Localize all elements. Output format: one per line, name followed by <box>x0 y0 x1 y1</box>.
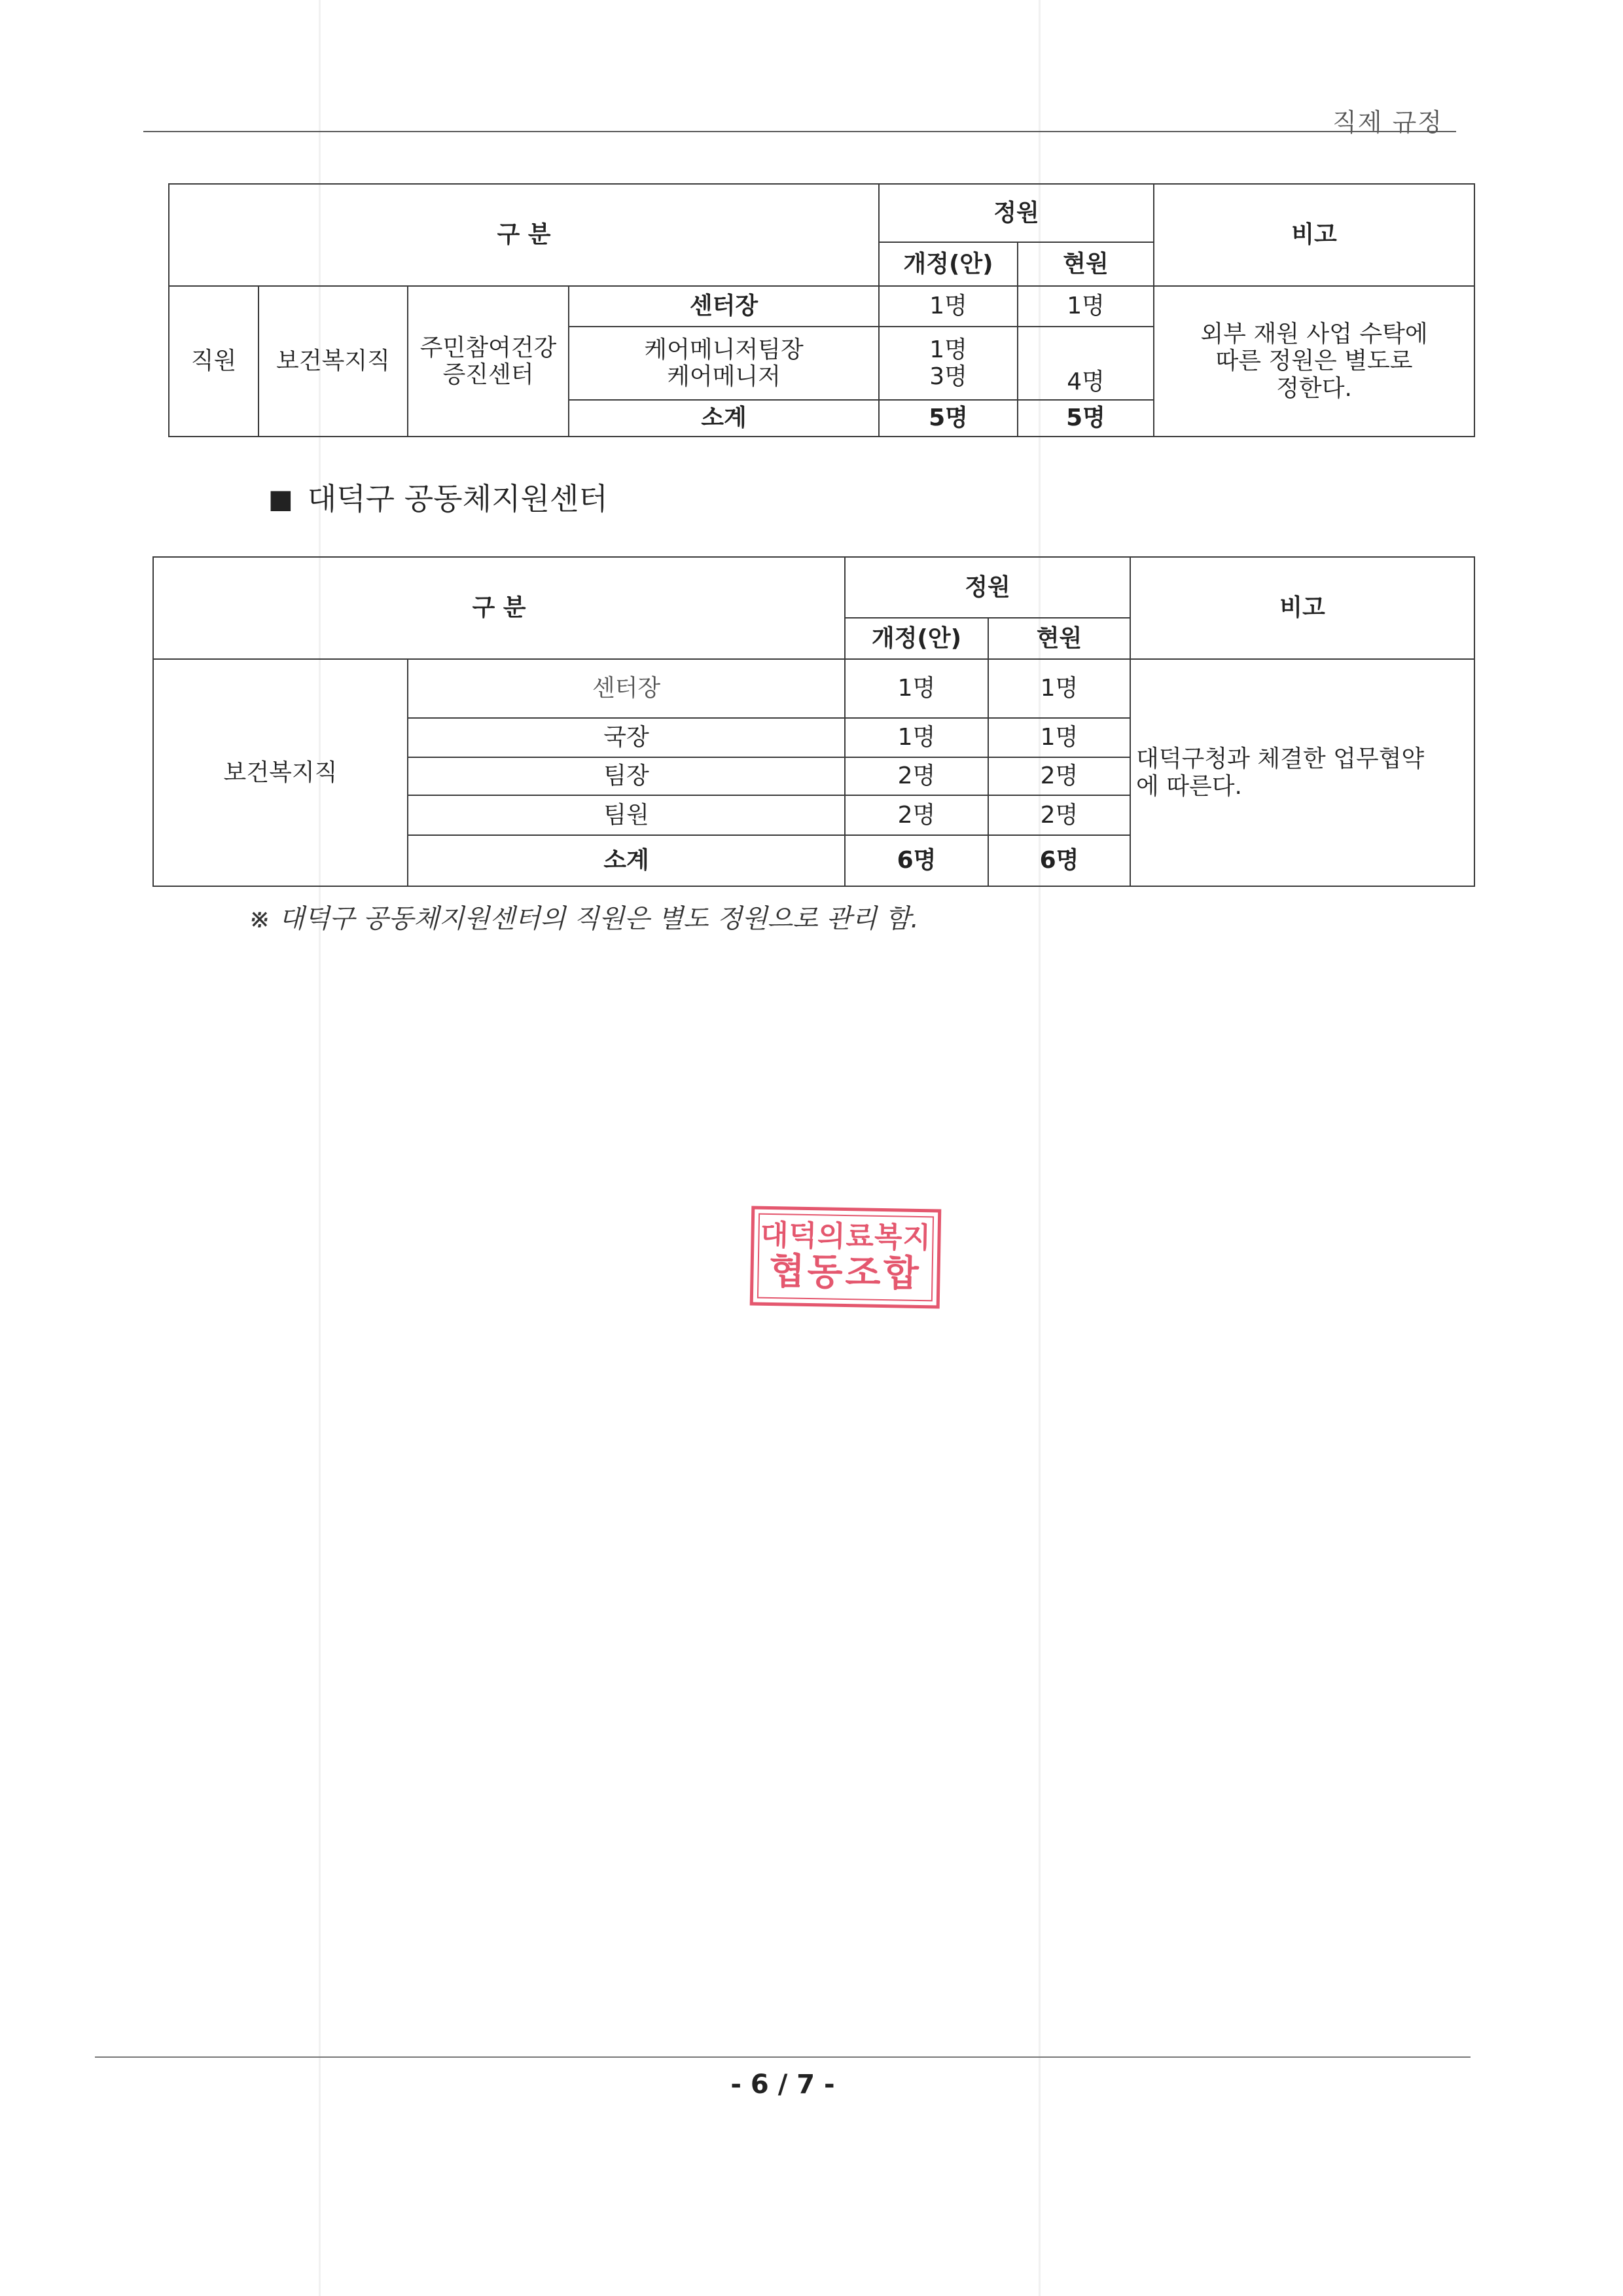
center-name-cell <box>408 286 569 437</box>
staffing-table-health-center <box>168 183 1475 437</box>
current-count-cell: 4명 <box>1018 327 1154 400</box>
center-name-line: 증진센터 <box>442 361 534 388</box>
revised-count-cell: 2명 <box>845 757 988 795</box>
staffing-table-community-center <box>152 556 1475 887</box>
header-category: 구 분 <box>169 184 879 286</box>
current-count-cell: 1명 <box>988 659 1130 718</box>
role-line: 케어메니저 <box>667 363 781 390</box>
organization-seal <box>750 1206 942 1308</box>
job-series-cell: 보건복지직 <box>153 659 408 886</box>
seal-text-line: 협동조합 <box>768 1249 922 1296</box>
revised-count-cell: 1명 <box>879 286 1018 327</box>
seal-text-line: 대덕의료복지 <box>760 1218 932 1255</box>
current-count-cell: 1명 <box>988 718 1130 757</box>
remarks-line: 따른 정원은 별도로 <box>1215 348 1413 375</box>
role-cell <box>569 327 879 400</box>
job-series-cell: 보건복지직 <box>259 286 408 437</box>
role-line: 케어메니저팀장 <box>644 336 804 363</box>
footnote: ※ 대덕구 공동체지원센터의 직원은 별도 정원으로 관리 함. <box>249 904 919 934</box>
section-heading-text: 대덕구 공동체지원센터 <box>307 481 608 516</box>
role-cell: 센터장 <box>569 286 879 327</box>
remarks-line: 정한다. <box>1276 374 1352 402</box>
header-quota: 정원 <box>845 557 1130 618</box>
seal-inner-border <box>757 1213 934 1302</box>
header-revised: 개정(안) <box>845 618 988 659</box>
current-count-cell: 1명 <box>1018 286 1154 327</box>
revised-count-cell <box>879 327 1018 400</box>
subtotal-current: 5명 <box>1018 400 1154 437</box>
page-number: - 6 / 7 - <box>730 2070 835 2100</box>
revised-count-line: 3명 <box>929 363 967 390</box>
current-count-cell: 2명 <box>988 757 1130 795</box>
section-heading <box>268 475 608 518</box>
subtotal-revised: 5명 <box>879 400 1018 437</box>
subtotal-revised: 6명 <box>845 835 988 886</box>
remarks-line: 외부 재원 사업 수탁에 <box>1200 320 1428 348</box>
revised-count-cell: 1명 <box>845 659 988 718</box>
header-quota: 정원 <box>879 184 1154 242</box>
subtotal-label: 소계 <box>569 400 879 437</box>
role-cell: 국장 <box>408 718 845 757</box>
running-header-title: 직제 규정 <box>1332 108 1443 137</box>
footer-rule <box>95 2056 1471 2058</box>
revised-count-line: 1명 <box>929 336 967 363</box>
remarks-line: 대덕구청과 체결한 업무협약 <box>1136 745 1425 773</box>
header-revised: 개정(안) <box>879 242 1018 286</box>
role-cell: 팀장 <box>408 757 845 795</box>
subtotal-label: 소계 <box>408 835 845 886</box>
staff-class-cell: 직원 <box>169 286 259 437</box>
header-category: 구 분 <box>153 557 845 659</box>
current-count-cell: 2명 <box>988 795 1130 835</box>
header-current: 현원 <box>988 618 1130 659</box>
header-rule <box>143 131 1456 132</box>
role-cell: 센터장 <box>408 659 845 718</box>
revised-count-cell: 1명 <box>845 718 988 757</box>
square-bullet-icon: ■ <box>268 484 293 514</box>
subtotal-current: 6명 <box>988 835 1130 886</box>
role-cell: 팀원 <box>408 795 845 835</box>
revised-count-cell: 2명 <box>845 795 988 835</box>
remarks-line: 에 따른다. <box>1136 772 1242 800</box>
header-remarks: 비고 <box>1130 557 1474 659</box>
center-name-line: 주민참여건강 <box>419 334 557 361</box>
header-current: 현원 <box>1018 242 1154 286</box>
remarks-cell <box>1130 659 1474 886</box>
remarks-cell <box>1154 286 1474 437</box>
header-remarks: 비고 <box>1154 184 1474 286</box>
